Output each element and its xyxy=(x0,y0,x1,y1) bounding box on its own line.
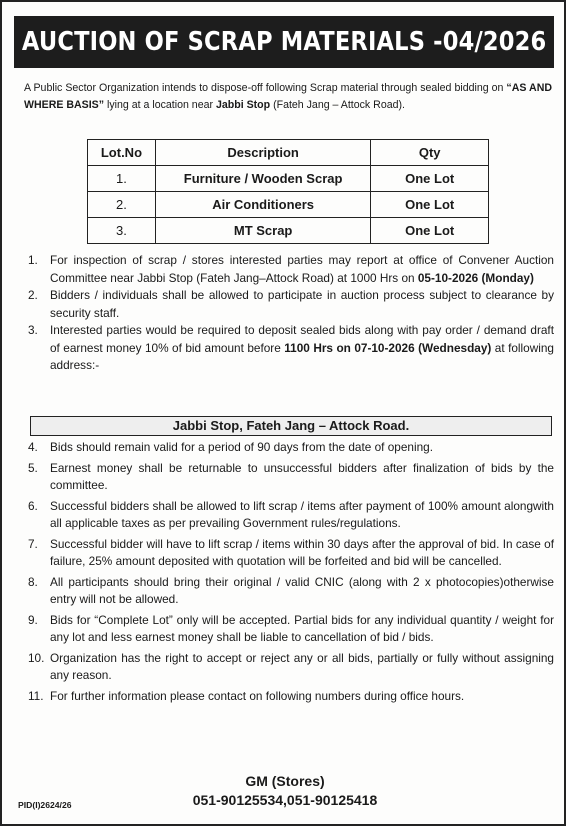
condition-item xyxy=(28,498,554,533)
condition-number: 11. xyxy=(28,688,44,703)
condition-item xyxy=(28,460,554,495)
intro-text-3: (Fateh Jang – Attock Road). xyxy=(270,99,405,111)
condition-text: Organization has the right to accept or reject any or all bids, partially or fully without assigning any reason. xyxy=(50,650,554,682)
lot-description: MT Scrap xyxy=(155,218,370,244)
table-row xyxy=(88,218,489,244)
condition-item xyxy=(28,612,554,647)
condition-number: 9. xyxy=(28,612,38,627)
conditions-list-bottom xyxy=(28,439,554,708)
condition-number: 7. xyxy=(28,536,38,551)
lot-description: Furniture / Wooden Scrap xyxy=(155,166,370,192)
condition-text: All participants should bring their original / valid CNIC (along with 2 x photocopies)otherwise entry will not be allowed. xyxy=(50,574,554,606)
contact-name: GM (Stores) xyxy=(245,773,325,789)
condition-item xyxy=(28,439,554,457)
contact-phones: 051-90125534,051-90125418 xyxy=(192,792,378,808)
intro-text-1: A Public Sector Organization intends to dispose-off following Scrap material through sealed bidding on xyxy=(24,82,507,94)
condition-text xyxy=(50,287,554,322)
contact-block xyxy=(170,772,400,810)
intro-location: Jabbi Stop xyxy=(215,99,271,111)
condition-text: Bids should remain valid for a period of 90 days from the date of opening. xyxy=(50,440,433,454)
condition-text: For further information please contact on following numbers during office hours. xyxy=(50,688,465,703)
lots-table xyxy=(87,139,489,244)
lot-quantity: One Lot xyxy=(371,192,489,218)
intro-text-2: lying at a location near xyxy=(104,99,216,111)
condition-number: 6. xyxy=(28,498,38,513)
bid-submission-address: Jabbi Stop, Fateh Jang – Attock Road. xyxy=(30,416,552,436)
condition-date: 05-10-2026 (Monday) xyxy=(417,270,534,285)
condition-text: Bids for “Complete Lot” only will be accepted. Partial bids for any individual quantity / weight for any lot and less earnest money shall be liable to cancellation of bid / bids. xyxy=(50,612,554,644)
lot-number: 2. xyxy=(88,192,156,218)
advertisement-title xyxy=(14,16,554,68)
condition-item xyxy=(28,650,554,685)
condition-text-body: Bidders / individuals shall be allowed to participate in auction process subject to clearance by security staff. xyxy=(50,288,554,320)
condition-item xyxy=(28,688,554,706)
table-header-row xyxy=(88,140,489,166)
pid-reference: PID(I)2624/26 xyxy=(18,800,72,810)
lot-number: 3. xyxy=(88,218,156,244)
condition-number: 4. xyxy=(28,440,38,454)
condition-text-tail: at following address:- xyxy=(50,340,554,372)
lot-quantity: One Lot xyxy=(371,218,489,244)
condition-item xyxy=(28,252,554,287)
condition-text: Successful bidder will have to lift scrap / items within 30 days after the approval of bid. In case of failure, 25% amount deposited with quotation will be forfeited and bid will be cancelled. xyxy=(50,536,554,568)
condition-number: 8. xyxy=(28,574,38,589)
condition-number: 10. xyxy=(28,650,45,665)
condition-text-body: Interested parties would be required to deposit sealed bids along with pay order / demand draft of earnest money 10% of bid amount before xyxy=(50,323,554,355)
condition-text: Earnest money shall be returnable to unsuccessful bidders after finalization of bids by the committee. xyxy=(50,460,554,492)
lot-quantity: One Lot xyxy=(371,166,489,192)
table-row xyxy=(88,166,489,192)
header-qty: Qty xyxy=(371,140,489,166)
lot-number: 1. xyxy=(88,166,156,192)
condition-item xyxy=(28,536,554,571)
condition-text xyxy=(50,322,554,375)
table-row xyxy=(88,192,489,218)
lot-description: Air Conditioners xyxy=(155,192,370,218)
condition-text: Successful bidders shall be allowed to lift scrap / items after payment of 100% amount alongwith all applicable taxes as per prevailing Government rules/regulations. xyxy=(50,498,554,530)
condition-item xyxy=(28,322,554,375)
condition-text-body: For inspection of scrap / stores interested parties may report at office of Convener Auction Committee near Jabbi Stop (Fateh Jang–Attock Road) at 1000 Hrs on xyxy=(50,253,554,285)
condition-number: 3. xyxy=(28,323,38,337)
condition-item xyxy=(28,574,554,609)
intro-basis: “AS AND WHERE BASIS” xyxy=(24,82,553,111)
condition-number: 5. xyxy=(28,460,38,475)
condition-item xyxy=(28,287,554,322)
condition-number: 2. xyxy=(28,288,38,302)
conditions-list-top xyxy=(28,252,554,375)
intro-paragraph xyxy=(24,80,552,114)
condition-number: 1. xyxy=(28,253,38,267)
header-description: Description xyxy=(155,140,370,166)
header-lot-no: Lot.No xyxy=(88,140,156,166)
condition-date: 1100 Hrs on 07-10-2026 (Wednesday) xyxy=(284,340,492,355)
advertisement-title-text: AUCTION OF SCRAP MATERIALS -04/2026 xyxy=(21,27,547,57)
condition-text xyxy=(50,252,554,287)
